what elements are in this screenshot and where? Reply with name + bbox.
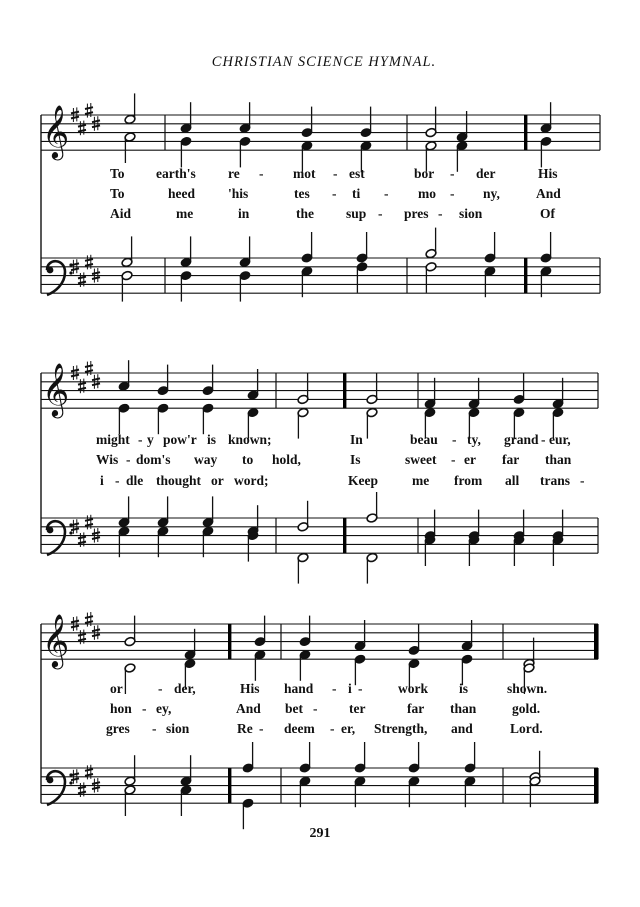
upper-voice-note <box>408 624 420 655</box>
syllable: der <box>476 166 496 181</box>
sharp-stroke <box>71 375 79 377</box>
notes <box>118 93 564 829</box>
syllable: tes <box>294 186 310 201</box>
sharp-stroke <box>85 259 93 261</box>
syllable: is <box>459 681 469 696</box>
syllable: - <box>333 166 338 181</box>
syllable: gres <box>106 721 130 736</box>
lower-voice-note <box>366 552 378 583</box>
sharp-stroke <box>78 130 86 132</box>
lower-voice-note <box>124 663 136 694</box>
upper-voice-note <box>239 236 251 267</box>
sharp-stroke <box>92 378 100 380</box>
sharp-stroke <box>71 523 79 525</box>
upper-voice-note <box>456 111 468 142</box>
upper-voice-note <box>461 620 473 651</box>
lower-voice-note <box>180 136 192 167</box>
upper-voice-note <box>184 629 196 660</box>
sharp-stroke <box>71 263 79 265</box>
syllable: shown. <box>507 681 548 696</box>
running-title: CHRISTIAN SCIENCE HYMNAL. <box>211 54 437 70</box>
syllable: der, <box>174 681 196 696</box>
syllable: known; <box>228 432 272 447</box>
final-bar-line <box>594 768 598 803</box>
upper-voice-note <box>242 742 254 773</box>
syllable: - <box>259 721 264 736</box>
sharp-stroke <box>71 626 79 628</box>
sharp-stroke <box>85 112 93 114</box>
syllable: heed <box>168 186 195 201</box>
syllable: In <box>350 432 363 447</box>
sharp-stroke <box>78 383 86 385</box>
syllable: His <box>240 681 260 696</box>
syllable: the <box>296 206 314 221</box>
upper-voice-note <box>366 373 378 404</box>
syllable: - <box>450 186 455 201</box>
syllable: i <box>348 681 352 696</box>
syllable: to <box>242 452 254 467</box>
bass-clef-dot <box>47 267 54 274</box>
upper-voice-note <box>299 616 311 647</box>
upper-voice-note <box>408 742 420 773</box>
upper-voice-note <box>356 232 368 263</box>
upper-voice-note <box>354 620 366 651</box>
syllable: - <box>259 166 264 181</box>
syllable: - <box>378 206 383 221</box>
syllable: mo <box>418 186 436 201</box>
sharp-stroke <box>78 388 86 390</box>
upper-voice-note <box>118 496 130 527</box>
syllable: than <box>545 452 572 467</box>
lower-voice-note <box>540 266 552 297</box>
upper-voice-note <box>552 378 564 409</box>
sharp-stroke <box>78 639 86 641</box>
syllable: gold. <box>512 701 541 716</box>
syllable: ey, <box>156 701 172 716</box>
bass-clef-dot <box>47 777 54 784</box>
sharp-stroke <box>85 621 93 623</box>
syllable: bor <box>414 166 435 181</box>
upper-voice-note <box>124 755 136 786</box>
lower-voice-note <box>124 785 136 816</box>
upper-voice-note <box>118 360 130 391</box>
syllable: ter <box>349 701 366 716</box>
upper-voice-note <box>157 365 169 396</box>
syllable: - <box>450 166 455 181</box>
syllable: er, <box>341 721 356 736</box>
heavy-bar-line <box>228 768 231 803</box>
sharp-stroke <box>71 112 79 114</box>
lower-voice-note <box>529 776 541 807</box>
clefs <box>42 104 73 805</box>
upper-voice-note <box>540 232 552 263</box>
syllable: deem <box>284 721 315 736</box>
upper-voice-note <box>540 102 552 133</box>
syllable: y <box>147 432 154 447</box>
treble-clef-icon <box>42 613 69 669</box>
syllable: dom's <box>136 452 171 467</box>
upper-voice-note <box>464 742 476 773</box>
lower-voice-note <box>552 535 564 566</box>
syllable: me <box>176 206 194 221</box>
heavy-bar-line <box>343 518 346 553</box>
upper-voice-note <box>124 93 136 124</box>
sharp-stroke <box>85 107 93 109</box>
syllable: - <box>126 452 131 467</box>
sharp-stroke <box>78 282 86 284</box>
syllable: - <box>330 721 335 736</box>
sharp-stroke <box>92 532 100 534</box>
syllable: - <box>115 473 120 488</box>
lower-voice-note <box>118 403 130 434</box>
lower-voice-note <box>513 535 525 566</box>
sharp-stroke <box>71 528 79 530</box>
syllable: - <box>142 701 147 716</box>
upper-voice-note <box>297 501 309 532</box>
syllable: thought <box>156 473 202 488</box>
sharp-stroke <box>78 634 86 636</box>
upper-voice-note <box>180 236 192 267</box>
syllable: Lord. <box>510 721 543 736</box>
upper-voice-note <box>180 102 192 133</box>
syllable: hon <box>110 701 132 716</box>
bass-clef-dot <box>69 781 72 784</box>
syllable: ty, <box>467 432 481 447</box>
upper-voice-note <box>513 373 525 404</box>
syllable: To <box>110 186 125 201</box>
syllable: trans <box>540 473 570 488</box>
upper-voice-note <box>239 102 251 133</box>
lower-voice-note <box>254 650 266 681</box>
lower-voice-note <box>242 798 254 829</box>
syllable: - <box>541 432 546 447</box>
lower-voice-note <box>124 132 136 163</box>
syllable: bet <box>285 701 303 716</box>
lower-voice-note <box>468 535 480 566</box>
syllable: word; <box>234 473 269 488</box>
syllable: all <box>505 473 520 488</box>
syllable: Re <box>237 721 253 736</box>
lower-voice-note <box>202 526 214 557</box>
syllable: and <box>451 721 473 736</box>
lower-voice-note <box>540 136 552 167</box>
lower-voice-note <box>297 552 309 583</box>
syllable: eur, <box>549 432 571 447</box>
sharp-stroke <box>85 519 93 521</box>
treble-clef-icon <box>42 362 69 418</box>
sharp-stroke <box>71 773 79 775</box>
sharp-stroke <box>92 277 100 279</box>
upper-voice-note <box>484 232 496 263</box>
lower-voice-note <box>239 136 251 167</box>
lower-voice-note <box>202 403 214 434</box>
lower-voice-note <box>180 270 192 301</box>
bass-clef-dot <box>47 527 54 534</box>
syllable: grand <box>504 432 539 447</box>
sharp-stroke <box>92 629 100 631</box>
syllable: far <box>407 701 425 716</box>
sharp-stroke <box>92 383 100 385</box>
sharp-stroke <box>71 621 79 623</box>
upper-voice-note <box>360 107 372 138</box>
syllable: sion <box>459 206 483 221</box>
syllable: sup <box>346 206 367 221</box>
syllable: - <box>332 186 337 201</box>
lyric-line-1 <box>96 432 571 447</box>
sharp-stroke <box>85 774 93 776</box>
syllable: To <box>110 166 125 181</box>
syllable: beau <box>410 432 438 447</box>
lyric-line-2 <box>96 452 572 467</box>
system-3-lyrics <box>106 681 547 736</box>
syllable: er <box>464 452 476 467</box>
syllable: ny, <box>483 186 500 201</box>
upper-voice-note <box>366 492 378 523</box>
lower-voice-note <box>301 266 313 297</box>
syllable: - <box>358 681 363 696</box>
sharp-stroke <box>92 120 100 122</box>
syllable: work <box>398 681 428 696</box>
sharp-stroke <box>71 778 79 780</box>
syllable: - <box>580 473 585 488</box>
lower-voice-note <box>424 535 436 566</box>
upper-voice-note <box>301 232 313 263</box>
upper-voice-note <box>297 373 309 404</box>
syllable: mot <box>293 166 316 181</box>
lyric-line-1 <box>110 681 547 696</box>
sharp-stroke <box>71 370 79 372</box>
lower-voice-note <box>408 776 420 807</box>
syllable: pres <box>404 206 429 221</box>
sharp-stroke <box>85 370 93 372</box>
lower-voice-note <box>456 141 468 172</box>
syllable: - <box>452 432 457 447</box>
key-signatures <box>71 103 100 797</box>
lyric-line-1 <box>110 166 558 181</box>
lower-voice-note <box>366 407 378 438</box>
syllable: - <box>152 721 157 736</box>
upper-voice-note <box>301 107 313 138</box>
treble-clef-icon <box>42 104 69 160</box>
syllable: re <box>228 166 240 181</box>
heavy-bar-line <box>524 115 527 150</box>
syllable: dle <box>126 473 144 488</box>
lower-voice-note <box>118 526 130 557</box>
upper-voice-note <box>157 496 169 527</box>
syllable: might <box>96 432 130 447</box>
sharp-stroke <box>78 542 86 544</box>
sharp-stroke <box>92 537 100 539</box>
lower-voice-note <box>157 526 169 557</box>
lower-voice-note <box>180 785 192 816</box>
syllable: in <box>238 206 250 221</box>
syllable: ti <box>352 186 361 201</box>
lower-voice-note <box>247 530 259 561</box>
syllable: pow'r <box>163 432 197 447</box>
treble-clef-glyph: 𝄞 <box>42 613 70 667</box>
page-number: 291 <box>309 826 331 841</box>
syllable: Keep <box>348 473 378 488</box>
sharp-stroke <box>78 792 86 794</box>
syllable: - <box>384 186 389 201</box>
syllable: far <box>502 452 520 467</box>
lower-voice-note <box>239 270 251 301</box>
syllable: hold, <box>272 452 301 467</box>
syllable: - <box>438 206 443 221</box>
upper-voice-note <box>468 378 480 409</box>
syllable: Is <box>350 452 361 467</box>
heavy-bar-line <box>228 624 231 659</box>
lower-voice-note <box>356 262 368 293</box>
syllable: is <box>207 432 217 447</box>
upper-voice-note <box>425 107 437 138</box>
syllable: And <box>236 701 261 716</box>
syllable: than <box>450 701 477 716</box>
syllable: me <box>412 473 430 488</box>
lower-voice-note <box>121 270 133 301</box>
syllable: Wis <box>96 452 119 467</box>
syllable: Aid <box>110 206 132 221</box>
sharp-stroke <box>85 264 93 266</box>
lower-voice-note <box>425 262 437 293</box>
upper-voice-note <box>299 742 311 773</box>
bass-clef-dot <box>69 271 72 274</box>
lower-voice-note <box>299 776 311 807</box>
syllable: or <box>211 473 224 488</box>
system-1-lyrics <box>110 166 561 221</box>
syllable: - <box>451 452 456 467</box>
lower-voice-note <box>464 776 476 807</box>
sharp-stroke <box>85 616 93 618</box>
lyric-line-3 <box>110 206 556 221</box>
sharp-stroke <box>71 117 79 119</box>
bass-clef-dot <box>69 531 72 534</box>
syllable: from <box>454 473 483 488</box>
upper-voice-note <box>202 496 214 527</box>
syllable: or <box>110 681 123 696</box>
system-2-lyrics <box>96 432 585 488</box>
sharp-stroke <box>85 524 93 526</box>
lower-voice-note <box>484 266 496 297</box>
syllable: - <box>313 701 318 716</box>
syllable: And <box>536 186 561 201</box>
sharp-stroke <box>85 769 93 771</box>
lower-voice-note <box>157 403 169 434</box>
upper-voice-note <box>202 365 214 396</box>
lower-voice-note <box>354 776 366 807</box>
treble-clef-glyph: 𝄞 <box>42 104 70 158</box>
sharp-stroke <box>85 365 93 367</box>
lower-voice-note <box>299 650 311 681</box>
lower-voice-note <box>297 407 309 438</box>
upper-voice-note <box>247 369 259 400</box>
syllable: i <box>100 473 104 488</box>
sharp-stroke <box>78 277 86 279</box>
syllable: 'his <box>228 186 249 201</box>
syllable: est <box>349 166 365 181</box>
treble-clef-glyph: 𝄞 <box>42 362 70 416</box>
lyric-line-3 <box>100 473 585 488</box>
syllable: sweet <box>405 452 437 467</box>
syllable: earth's <box>156 166 196 181</box>
sharp-stroke <box>78 125 86 127</box>
sharp-stroke <box>71 268 79 270</box>
sharp-stroke <box>78 537 86 539</box>
syllable: hand <box>284 681 314 696</box>
heavy-bar-line <box>343 373 346 408</box>
lyric-line-3 <box>106 721 543 736</box>
sharp-stroke <box>92 272 100 274</box>
syllable: way <box>194 452 218 467</box>
sharp-stroke <box>92 787 100 789</box>
upper-voice-note <box>121 236 133 267</box>
syllable: sion <box>166 721 190 736</box>
syllable: His <box>538 166 558 181</box>
upper-voice-note <box>254 616 266 647</box>
upper-voice-note <box>180 755 192 786</box>
syllable: - <box>332 681 337 696</box>
sharp-stroke <box>92 782 100 784</box>
syllable: Of <box>540 206 555 221</box>
upper-voice-note <box>425 228 437 259</box>
sharp-stroke <box>92 125 100 127</box>
lyric-line-2 <box>110 701 540 716</box>
final-bar-line <box>594 624 598 659</box>
upper-voice-note <box>354 742 366 773</box>
sharp-stroke <box>78 787 86 789</box>
lyric-line-2 <box>110 186 561 201</box>
syllable: - <box>158 681 163 696</box>
upper-voice-note <box>124 616 136 647</box>
sharp-stroke <box>92 634 100 636</box>
syllable: Strength, <box>374 721 428 736</box>
syllable: - <box>138 432 143 447</box>
heavy-bar-line <box>524 258 527 293</box>
upper-voice-note <box>424 378 436 409</box>
